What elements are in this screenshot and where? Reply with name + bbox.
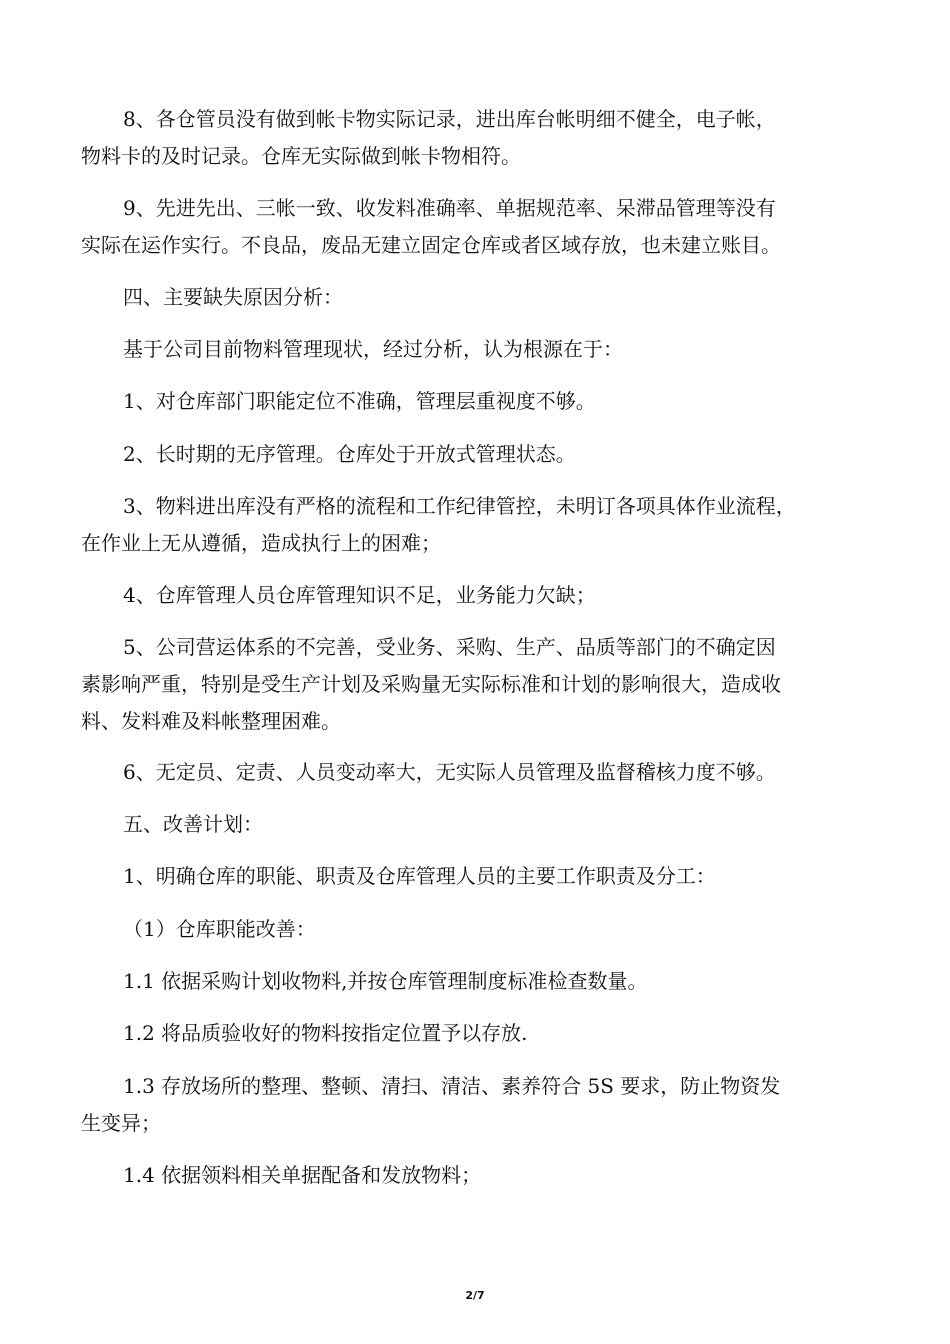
text-line: 素影响严重，特别是受生产计划及采购量无实际标准和计划的影响很大，造成收 xyxy=(81,672,781,696)
section-heading-5 xyxy=(81,806,869,843)
section-heading-4 xyxy=(81,279,869,316)
paragraph-item-1-1 xyxy=(81,963,869,1000)
paragraph-item-1-3 xyxy=(81,1068,869,1142)
text-line: 1.3 存放场所的整理、整顿、清扫、清洁、素养符合 5S 要求，防止物资发 xyxy=(123,1074,781,1098)
text-line: 五、改善计划： xyxy=(123,812,263,836)
paragraph-cause-5 xyxy=(81,629,869,740)
text-line: 实际在运作实行。不良品，废品无建立固定仓库或者区域存放，也未建立账目。 xyxy=(81,233,781,257)
text-line: 8、各仓管员没有做到帐卡物实际记录，进出库台帐明细不健全，电子帐， xyxy=(123,107,776,131)
text-line: 料、发料难及料帐整理困难。 xyxy=(81,709,341,733)
text-line: （1）仓库职能改善： xyxy=(123,917,316,941)
text-line: 3、物料进出库没有严格的流程和工作纪律管控，未明订各项具体作业流程， xyxy=(123,494,796,518)
text-line: 6、无定员、定责、人员变动率大，无实际人员管理及监督稽核力度不够。 xyxy=(123,760,776,784)
page-number: 2/7 xyxy=(465,1289,485,1302)
text-line: 生变异； xyxy=(81,1111,161,1135)
text-line: 4、仓库管理人员仓库管理知识不足，业务能力欠缺； xyxy=(123,583,596,607)
paragraph-item-1-4 xyxy=(81,1157,869,1194)
paragraph-plan-1 xyxy=(81,858,869,895)
paragraph-cause-6 xyxy=(81,754,869,791)
text-line: 2、长时期的无序管理。仓库处于开放式管理状态。 xyxy=(123,442,576,466)
paragraph-cause-2 xyxy=(81,436,869,473)
paragraph-9 xyxy=(81,190,869,264)
paragraph-cause-3 xyxy=(81,488,869,562)
paragraph-subheading-1 xyxy=(81,911,869,948)
text-line: 基于公司目前物料管理现状，经过分析，认为根源在于： xyxy=(123,337,623,361)
paragraph-cause-1 xyxy=(81,383,869,420)
text-line: 1、对仓库部门职能定位不准确，管理层重视度不够。 xyxy=(123,389,596,413)
paragraph-8 xyxy=(81,101,869,175)
text-line: 9、先进先出、三帐一致、收发料准确率、单据规范率、呆滞品管理等没有 xyxy=(123,196,776,220)
text-line: 1.1 依据采购计划收物料,并按仓库管理制度标准检查数量。 xyxy=(123,969,648,993)
text-line: 1、明确仓库的职能、职责及仓库管理人员的主要工作职责及分工： xyxy=(123,864,716,888)
text-line: 物料卡的及时记录。仓库无实际做到帐卡物相符。 xyxy=(81,144,521,168)
text-line: 1.4 依据领料相关单据配备和发放物料； xyxy=(123,1163,482,1187)
paragraph-item-1-2 xyxy=(81,1015,869,1052)
text-line: 1.2 将品质验收好的物料按指定位置予以存放. xyxy=(123,1021,528,1045)
paragraph-cause-4 xyxy=(81,577,869,614)
paragraph-intro xyxy=(81,331,869,368)
text-line: 在作业上无从遵循，造成执行上的困难； xyxy=(81,531,441,555)
text-line: 四、主要缺失原因分析： xyxy=(123,285,343,309)
text-line: 5、公司营运体系的不完善，受业务、采购、生产、品质等部门的不确定因 xyxy=(123,635,776,659)
